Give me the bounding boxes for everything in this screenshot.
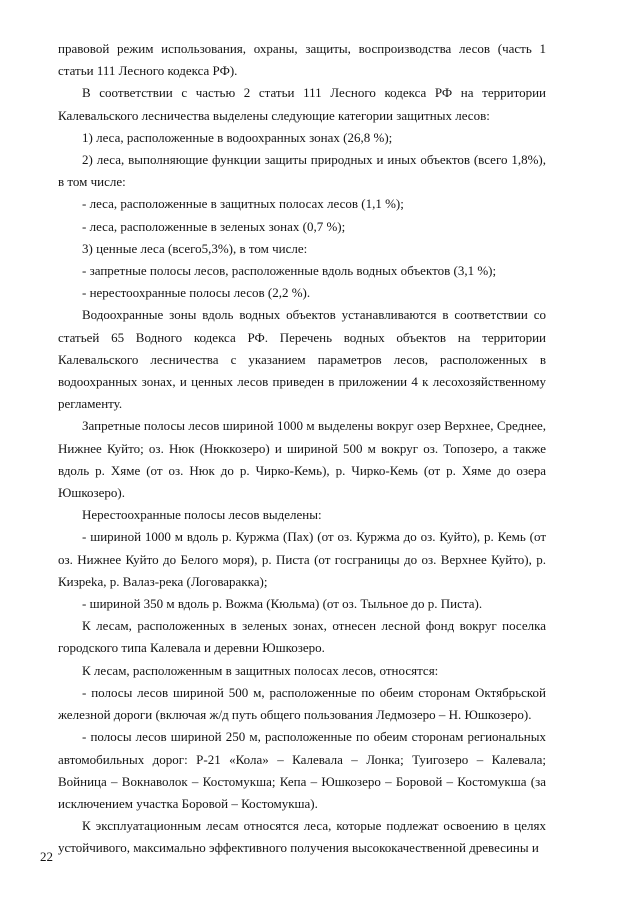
paragraph-green-zones: К лесам, расположенных в зеленых зонах, отнесен лесной фонд вокруг поселка городского типа Калевала и деревни Юшкозеро. [58, 618, 546, 656]
page-number: 22 [40, 849, 53, 864]
paragraph-protective-strips: К лесам, расположенным в защитных полосах лесов, относятся: [82, 662, 439, 678]
paragraph-1: правовой режим использования, охраны, защиты, воспроизводства лесов (часть 1 статьи 111 Лесного кодекса РФ). [58, 41, 546, 79]
paragraph-forbidden-strips: Запретные полосы лесов шириной 1000 м выделены вокруг озер Верхнее, Среднее, Нижнее Куйто; оз. Нюк (Нюккозеро) и шириной 500 м вокруг оз. Топозеро, а также вдоль р. Хяме (от оз. Нюк до р. Чирко-Кемь), р. Чирко-Кемь (от р. Хяме до озера Юшкозеро). [58, 418, 546, 501]
list-subitem-2: - леса, расположенные в зеленых зонах (0,7 %); [82, 218, 346, 234]
list-item-1: 1) леса, расположенные в водоохранных зонах (26,8 %); [82, 129, 393, 145]
paragraph-2: В соответствии с частью 2 статьи 111 Лесного кодекса РФ на территории Калевальского лесничества выделены следующие категории защитных лесов: [58, 85, 546, 123]
list-subitem-1: - леса, расположенные в защитных полосах лесов (1,1 %); [82, 196, 404, 212]
list-item-2: 2) леса, выполняющие функции защиты природных и иных объектов (всего 1,8%), в том числе: [58, 152, 546, 190]
list-subitem-5: - шириной 1000 м вдоль р. Куржма (Пах) (от оз. Куржма до оз. Куйто), р. Кемь (от оз. Нижнее Куйто до Белого моря), р. Писта (от госграницы до оз. Верхнее Куйто), р. Кизреka, р. Валаз-река (Логоваракка); [58, 529, 546, 589]
list-subitem-7: - полосы лесов шириной 500 м, расположенные по обеим сторонам Октябрьской железной дороги (включая ж/д путь общего пользования Ледмозеро – Н. Юшкозеро). [58, 684, 546, 723]
list-subitem-3: - запретные полосы лесов, расположенные вдоль водных объектов (3,1 %); [82, 263, 497, 279]
list-subitem-6: - шириной 350 м вдоль р. Вожма (Кюльма) (от оз. Тыльное до р. Писта). [82, 596, 483, 612]
list-item-3: 3) ценные леса (всего5,3%), в том числе: [82, 240, 308, 256]
list-subitem-4: - нерестоохранные полосы лесов (2,2 %). [82, 285, 311, 301]
paragraph-exploitation-forests: К эксплуатационным лесам относятся леса, которые подлежат освоению в целях устойчивого, максимально эффективного получения высококачественной древесины и [58, 818, 546, 856]
paragraph-water-zones: Водоохранные зоны вдоль водных объектов устанавливаются в соответствии со статьей 65 Водного кодекса РФ. Перечень водных объектов на территории Калевальского лесничества с указанием параметров лесов, расположенных в водоохранных зонах, и ценных лесов приведен в приложении 4 к лесохозяйственному регламенту. [58, 307, 546, 412]
list-subitem-8: - полосы лесов шириной 250 м, расположенные по обеим сторонам региональных автомобильных дорог: Р-21 «Кола» – Калевала – Лонка; Туигозеро – Калевала; Войница – Вокнаволок – Костомукша; Кепа – Юшкозеро – Боровой – Костомукша (за исключением участка Боровой – Костомукша). [58, 729, 546, 811]
document-body [58, 38, 546, 860]
paragraph-spawning-strips: Нерестоохранные полосы лесов выделены: [82, 507, 322, 523]
